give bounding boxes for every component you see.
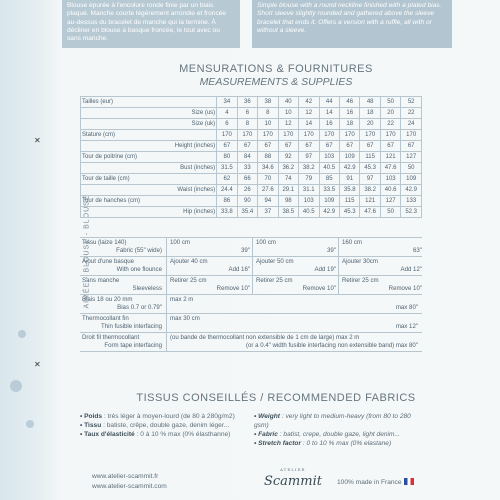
cell-value: 170: [278, 130, 298, 141]
content: [52, 0, 500, 500]
measurements-heading-en: MEASUREMENTS & SUPPLIES: [199, 76, 353, 88]
measurements-heading-fr: MENSURATIONS & FOURNITURES: [179, 63, 373, 75]
cell-value: 38.2: [299, 163, 319, 174]
recommended-fr: [80, 412, 250, 439]
cell-value: 29.1: [278, 185, 298, 196]
cell-value: 35.4: [237, 207, 257, 218]
cell-value: 97: [360, 174, 380, 185]
supply-cell: Ajouter 40 cm Add 16": [166, 257, 253, 275]
cell-value: 20: [380, 108, 400, 119]
made-in-france: 100% made in France: [337, 478, 414, 486]
cell-value: 170: [217, 130, 237, 141]
row-label: Size (us): [81, 108, 217, 119]
cell-value: 127: [401, 152, 422, 163]
cell-value: 42.9: [319, 207, 339, 218]
size-eur-row: [81, 97, 422, 108]
cell-value: 121: [360, 196, 380, 207]
cell-value: 80: [217, 152, 237, 163]
cell-value: 170: [360, 130, 380, 141]
france-flag-icon: [404, 478, 414, 485]
supplies-table: [80, 237, 422, 352]
size-uk-row: [81, 119, 422, 130]
cell-value: 22: [401, 108, 422, 119]
recommended-item: • Tissu : batiste, crêpe, double gaze, denim léger...: [80, 422, 230, 429]
cell-value: 47.6: [380, 163, 400, 174]
cell-value: 46: [339, 97, 359, 108]
cell-value: 67: [319, 141, 339, 152]
bullet-icon: •: [254, 413, 259, 420]
cell-value: 26: [237, 185, 257, 196]
cross-mark-icon: ✕: [34, 360, 41, 369]
vertical-title: AIMÉE - BLOUSE - BLOUSE: [83, 194, 91, 309]
row-label: Size (uk): [81, 119, 217, 130]
recommended-item: • Fabric : batist, crepe, double gaze, light denim...: [254, 431, 400, 438]
website-com-link[interactable]: www.atelier-scammit.com: [92, 483, 167, 490]
cell-value: 121: [380, 152, 400, 163]
cell-value: 34: [217, 97, 237, 108]
cell-value: 67: [360, 141, 380, 152]
cell-value: 97: [299, 152, 319, 163]
recommended-item: • Taux d'élasticité : 0 à 10 % max (0% élasthanne): [80, 431, 231, 438]
supply-label-fr: Droit fil thermocollant: [82, 334, 140, 341]
supply-label-en: Fabric (55" wide): [116, 247, 162, 254]
cell-value: 92: [278, 152, 298, 163]
footer: [52, 467, 500, 500]
supply-cell: Ajouter 30cm Add 12": [338, 257, 425, 275]
supply-row: [80, 294, 422, 313]
measurement-cm-row: [81, 130, 422, 141]
cell-value: 52.3: [401, 207, 422, 218]
supply-cell: Retirer 25 cm Remove 10": [338, 276, 425, 294]
cell-value: 44: [319, 97, 339, 108]
intro-en: Simple blouse with a round neckline finished with a plated bias. Short sleeve slightly rounded and gathered above the sleeve bracelet that ends it. Offers a version with a ruffle, all with or without a sleeve.: [252, 0, 452, 48]
flower-decoration-icon: [10, 380, 22, 392]
supply-cell: Retirer 25 cm Remove 10": [166, 276, 253, 294]
cell-value: 88: [258, 152, 278, 163]
cell-value: 27.6: [258, 185, 278, 196]
cell-value: 67: [299, 141, 319, 152]
cell-value: 103: [299, 196, 319, 207]
cell-value: 85: [319, 174, 339, 185]
cell-value: 47.6: [360, 207, 380, 218]
cell-value: 18: [360, 108, 380, 119]
cell-value: 67: [339, 141, 359, 152]
row-label: Tour de hanches (cm): [81, 196, 217, 207]
recommended-item: • Weight : very light to medium-heavy (from 80 to 280 gsm): [254, 413, 411, 429]
supply-cell: Ajouter 50 cm Add 19": [252, 257, 339, 275]
cell-value: 36.2: [278, 163, 298, 174]
supply-cell: 160 cm 63": [338, 238, 425, 256]
flower-decoration-icon: [18, 330, 26, 338]
cell-value: 109: [401, 174, 422, 185]
cell-value: 40.5: [299, 207, 319, 218]
sidebar: [0, 0, 91, 500]
cell-value: 115: [339, 196, 359, 207]
supply-value: max 2 m max 80": [166, 295, 421, 313]
cell-value: 8: [237, 119, 257, 130]
row-label: Stature (cm): [81, 130, 217, 141]
supply-cell: 100 cm 39": [252, 238, 339, 256]
supply-row: [80, 275, 422, 294]
bullet-icon: •: [80, 413, 85, 420]
cell-value: 109: [319, 196, 339, 207]
supply-label-fr: Thermocollant fin: [82, 315, 129, 322]
recommended-en: [254, 412, 424, 448]
flower-decoration-icon: [26, 420, 34, 428]
scammit-logo: ATELIER Scammit: [264, 467, 322, 489]
size-table: [80, 96, 422, 218]
cell-value: 90: [237, 196, 257, 207]
cell-value: 33: [237, 163, 257, 174]
measurement-cm-row: [81, 196, 422, 207]
cell-value: 45.3: [360, 163, 380, 174]
row-label: Bust (inches): [81, 163, 217, 174]
cell-value: 33.8: [217, 207, 237, 218]
cell-value: 42: [299, 97, 319, 108]
cell-value: 38.2: [360, 185, 380, 196]
cell-value: 14: [319, 108, 339, 119]
cell-value: 67: [380, 141, 400, 152]
row-label: Hip (inches): [81, 207, 217, 218]
cell-value: 66: [237, 174, 257, 185]
cell-value: 38: [258, 97, 278, 108]
cell-value: 16: [339, 108, 359, 119]
supply-cell: 100 cm 39": [166, 238, 253, 256]
cell-value: 36: [237, 97, 257, 108]
cell-value: 170: [401, 130, 422, 141]
cell-value: 91: [339, 174, 359, 185]
measurement-in-row: [81, 163, 422, 174]
cell-value: 67: [401, 141, 422, 152]
bullet-icon: •: [254, 440, 259, 447]
bullet-icon: •: [80, 431, 85, 438]
cell-value: 67: [237, 141, 257, 152]
recommended-item: • Poids : très léger à moyen-lourd (de 80 à 280g/m2): [80, 413, 235, 420]
supply-label-fr: Tissu (laize 140): [82, 239, 127, 246]
cell-value: 24: [401, 119, 422, 130]
cell-value: 40: [278, 97, 298, 108]
measurement-in-row: [81, 141, 422, 152]
cell-value: 170: [319, 130, 339, 141]
cell-value: 10: [278, 108, 298, 119]
cell-value: 31.1: [299, 185, 319, 196]
supply-label-fr: Sans manche: [82, 277, 120, 284]
cell-value: 170: [299, 130, 319, 141]
cell-value: 14: [299, 119, 319, 130]
cell-value: 12: [299, 108, 319, 119]
cell-value: 62: [217, 174, 237, 185]
fabrics-heading: TISSUS CONSEILLÉS / RECOMMENDED FABRICS: [136, 392, 416, 404]
bullet-icon: •: [254, 431, 259, 438]
measurement-cm-row: [81, 152, 422, 163]
cell-value: 34.6: [258, 163, 278, 174]
supply-label-fr: Biais 18 ou 20 mm: [82, 296, 133, 303]
row-label: Waist (inches): [81, 185, 217, 196]
cell-value: 24.4: [217, 185, 237, 196]
cell-value: 22: [380, 119, 400, 130]
supply-label-en: Sleeveless: [132, 285, 162, 292]
cell-value: 127: [380, 196, 400, 207]
cell-value: 8: [258, 108, 278, 119]
cell-value: 40.6: [380, 185, 400, 196]
cell-value: 50: [401, 163, 422, 174]
cell-value: 84: [237, 152, 257, 163]
cell-value: 31.5: [217, 163, 237, 174]
row-label: Tour de taille (cm): [81, 174, 217, 185]
row-label: Height (inches): [81, 141, 217, 152]
cell-value: 6: [237, 108, 257, 119]
intro-fr: Blouse épurée à l'encolure ronde finie par un biais plaqué. Manche courte légèrement arrondie et froncée au-dessus du bracelet de manche qui la termine. À décliner en blouse à basque froncée, le tout avec ou sans manche.: [62, 0, 240, 48]
cell-value: 10: [258, 119, 278, 130]
measurement-in-row: [81, 185, 422, 196]
cell-value: 170: [237, 130, 257, 141]
cell-value: 70: [258, 174, 278, 185]
bullet-icon: •: [80, 422, 85, 429]
supply-value: (ou bande de thermocollant non extensible de 1 cm de large) max 2 m (or a 0.4" width fusible interfacing non extensible band) max 80": [166, 333, 421, 351]
supply-row: [80, 237, 422, 256]
cell-value: 6: [217, 119, 237, 130]
cell-value: 50: [380, 97, 400, 108]
cross-mark-icon: ✕: [34, 136, 41, 145]
supply-cell: Retirer 25 cm Remove 10": [252, 276, 339, 294]
cell-value: 4: [217, 108, 237, 119]
cell-value: 67: [258, 141, 278, 152]
cell-value: 18: [339, 119, 359, 130]
cell-value: 67: [278, 141, 298, 152]
website-fr-link[interactable]: www.atelier-scammit.fr: [92, 473, 159, 480]
cell-value: 74: [278, 174, 298, 185]
cell-value: 86: [217, 196, 237, 207]
cell-value: 45.3: [339, 207, 359, 218]
supply-label-en: Form tape interfacing: [104, 342, 162, 349]
cell-value: 42.9: [401, 185, 422, 196]
supply-label-en: Bias 0.7 or 0.79": [117, 304, 162, 311]
cell-value: 109: [339, 152, 359, 163]
cell-value: 48: [360, 97, 380, 108]
supply-row: [80, 256, 422, 275]
cell-value: 94: [258, 196, 278, 207]
supply-label-en: Thin fusible interfacing: [101, 323, 162, 330]
cell-value: 35.8: [339, 185, 359, 196]
cell-value: 115: [360, 152, 380, 163]
measurement-cm-row: [81, 174, 422, 185]
cell-value: 103: [380, 174, 400, 185]
cell-value: 170: [258, 130, 278, 141]
cell-value: 170: [380, 130, 400, 141]
cell-value: 40.5: [319, 163, 339, 174]
supply-value: max 30 cm max 12": [166, 314, 421, 332]
cell-value: 50: [380, 207, 400, 218]
cell-value: 67: [217, 141, 237, 152]
cell-value: 133: [401, 196, 422, 207]
row-label: Tailles (eur): [81, 97, 217, 108]
recommended-item: • Stretch factor : 0 to 10 % max (0% elastane): [254, 440, 392, 447]
supply-row: [80, 313, 422, 332]
supply-label-en: With one flounce: [116, 266, 162, 273]
cell-value: 12: [278, 119, 298, 130]
cell-value: 103: [319, 152, 339, 163]
cell-value: 16: [319, 119, 339, 130]
cell-value: 170: [339, 130, 359, 141]
cell-value: 38.5: [278, 207, 298, 218]
cell-value: 98: [278, 196, 298, 207]
measurement-in-row: [81, 207, 422, 218]
cell-value: 37: [258, 207, 278, 218]
supply-label-fr: Ajout d'une basque: [82, 258, 134, 265]
cell-value: 52: [401, 97, 422, 108]
cell-value: 20: [360, 119, 380, 130]
cell-value: 42.9: [339, 163, 359, 174]
cell-value: 33.5: [319, 185, 339, 196]
size-us-row: [81, 108, 422, 119]
row-label: Tour de poitrine (cm): [81, 152, 217, 163]
supply-row: [80, 332, 422, 352]
cell-value: 79: [299, 174, 319, 185]
